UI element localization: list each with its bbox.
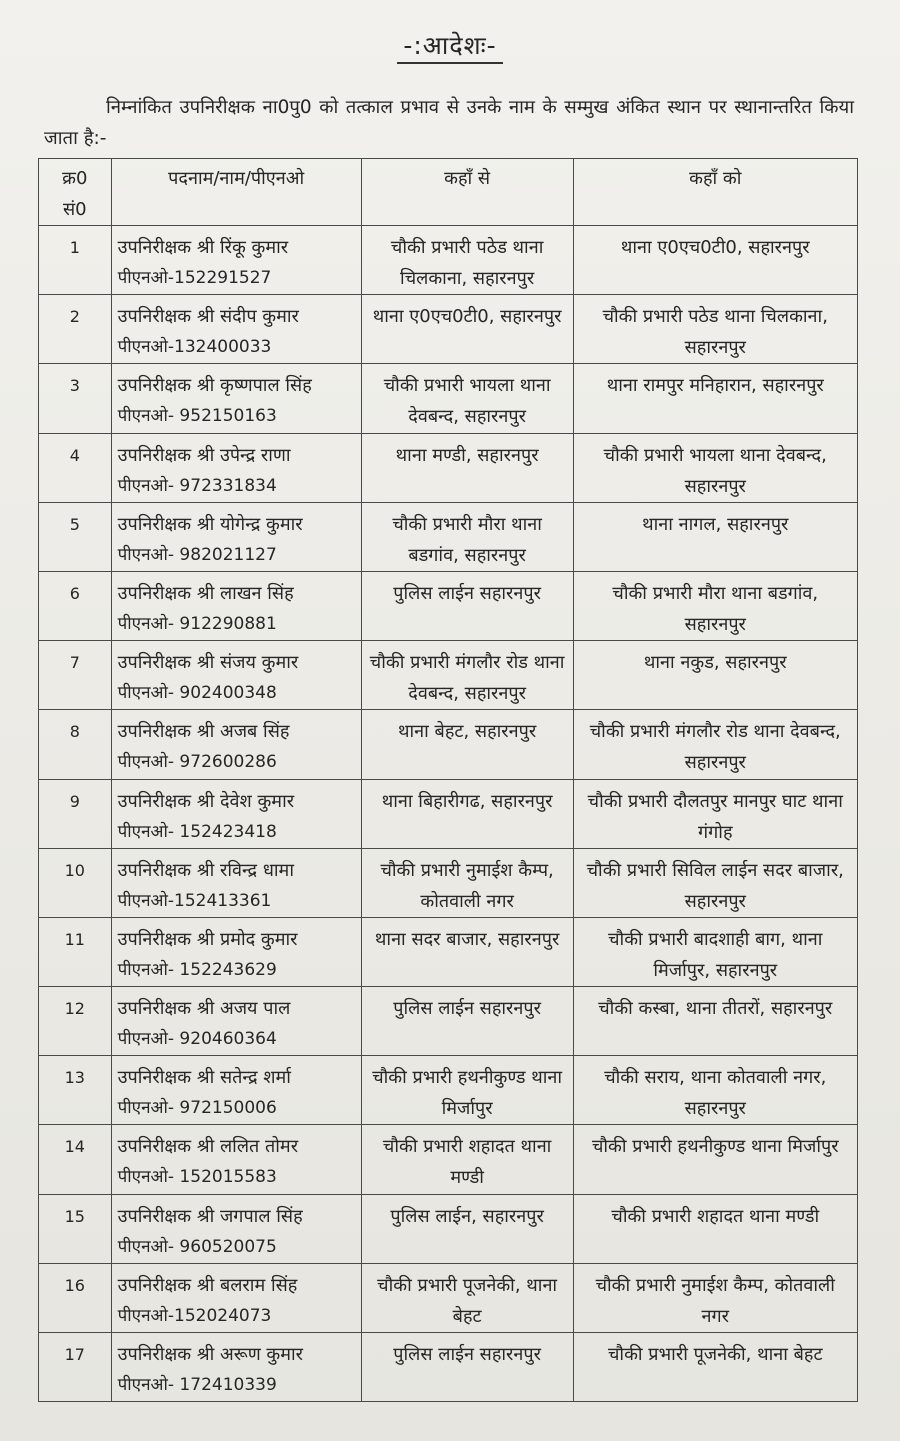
table-row (39, 1194, 858, 1263)
officer-cell (111, 1125, 361, 1194)
table-row (39, 848, 858, 917)
to-location-cell: चौकी प्रभारी दौलतपुर मानपुर घाट थाना गंगोह (573, 779, 857, 848)
table-row (39, 1263, 858, 1332)
officer-pno: पीएनओ-152413361 (117, 890, 272, 911)
officer-name: उपनिरीक्षक श्री अरूण कुमार (117, 1344, 304, 1365)
officer-name: उपनिरीक्षक श्री कृष्णपाल सिंह (117, 375, 312, 397)
to-location-cell: थाना नकुड, सहारनपुर (573, 641, 857, 710)
serial-number-cell: 2 (39, 295, 112, 364)
to-location-cell: थाना ए0एच0टी0, सहारनपुर (573, 226, 857, 295)
from-location-cell: थाना ए0एच0टी0, सहारनपुर (361, 295, 573, 364)
to-location-cell: चौकी प्रभारी मंगलौर रोड थाना देवबन्द, सहारनपुर (573, 710, 857, 779)
officer-cell (111, 1194, 361, 1263)
officer-name: उपनिरीक्षक श्री संजय कुमार (117, 652, 299, 674)
serial-number-cell: 5 (39, 502, 112, 571)
officer-pno: पीएनओ- 152243629 (117, 959, 277, 980)
officer-cell (111, 433, 361, 502)
from-location-cell: थाना बेहट, सहारनपुर (361, 710, 573, 779)
officer-pno: पीएनओ- 972331834 (117, 475, 277, 496)
officer-cell (111, 848, 361, 917)
officer-cell (111, 1263, 361, 1332)
table-body (39, 226, 858, 1402)
serial-number-cell: 16 (39, 1263, 112, 1332)
from-location-cell: चौकी प्रभारी पठेड थाना चिलकाना, सहारनपुर (361, 226, 573, 295)
officer-name: उपनिरीक्षक श्री संदीप कुमार (117, 306, 299, 328)
from-location-cell: थाना बिहारीगढ, सहारनपुर (361, 779, 573, 848)
officer-pno: पीएनओ-152024073 (117, 1305, 272, 1326)
serial-number-cell: 4 (39, 433, 112, 502)
officer-cell (111, 987, 361, 1056)
officer-name: उपनिरीक्षक श्री रिंकू कुमार (117, 237, 289, 258)
table-row (39, 226, 858, 295)
officer-cell (111, 917, 361, 986)
to-location-cell: चौकी प्रभारी मौरा थाना बडगांव, सहारनपुर (573, 571, 857, 640)
intro-paragraph: निम्नांकित उपनिरीक्षक ना0पु0 को तत्काल प्रभाव से उनके नाम के सम्मुख अंकित स्थान पर स्थानान्तरित किया जाता है:- (44, 97, 854, 149)
to-location-cell: चौकी प्रभारी पूजनेकी, थाना बेहट (573, 1333, 857, 1402)
officer-pno: पीएनओ- 912290881 (117, 613, 277, 634)
from-location-cell: चौकी प्रभारी शहादत थाना मण्डी (361, 1125, 573, 1194)
officer-cell (111, 1056, 361, 1125)
to-location-cell: चौकी कस्बा, थाना तीतरों, सहारनपुर (573, 987, 857, 1056)
officer-pno: पीएनओ-152291527 (117, 268, 272, 288)
to-location-cell: चौकी प्रभारी बादशाही बाग, थाना मिर्जापुर, सहारनपुर (573, 917, 857, 986)
table-row (39, 710, 858, 779)
from-location-cell: थाना सदर बाजार, सहारनपुर (361, 917, 573, 986)
header-from: कहाँ से (361, 159, 573, 226)
serial-number-cell: 17 (39, 1333, 112, 1402)
officer-pno: पीएनओ- 960520075 (117, 1236, 277, 1257)
to-location-cell: चौकी प्रभारी सिविल लाईन सदर बाजार, सहारनपुर (573, 848, 857, 917)
serial-number-cell: 10 (39, 848, 112, 917)
to-location-cell: थाना रामपुर मनिहारान, सहारनपुर (573, 364, 857, 433)
officer-name: उपनिरीक्षक श्री रविन्द्र धामा (117, 859, 294, 881)
serial-number-cell: 1 (39, 226, 112, 295)
officer-cell (111, 502, 361, 571)
serial-number-cell: 12 (39, 987, 112, 1056)
header-serial-number (39, 159, 112, 226)
officer-pno: पीएनओ- 920460364 (117, 1029, 277, 1050)
header-serial-line1: क्र0 (62, 168, 88, 189)
table-row (39, 433, 858, 502)
to-location-cell: चौकी सराय, थाना कोतवाली नगर, सहारनपुर (573, 1056, 857, 1125)
officer-cell (111, 295, 361, 364)
officer-cell (111, 226, 361, 295)
officer-cell (111, 1333, 361, 1402)
to-location-cell: थाना नागल, सहारनपुर (573, 502, 857, 571)
from-location-cell: पुलिस लाईन सहारनपुर (361, 1333, 573, 1402)
table-row (39, 1333, 858, 1402)
from-location-cell: चौकी प्रभारी मंगलौर रोड थाना देवबन्द, सहारनपुर (361, 641, 573, 710)
serial-number-cell: 14 (39, 1125, 112, 1194)
officer-cell (111, 364, 361, 433)
officer-name: उपनिरीक्षक श्री अजय पाल (117, 998, 291, 1020)
transfer-table (38, 158, 858, 1402)
officer-name: उपनिरीक्षक श्री सतेन्द्र शर्मा (117, 1067, 291, 1089)
table-row (39, 295, 858, 364)
officer-name: उपनिरीक्षक श्री अजब सिंह (117, 721, 290, 743)
table-row (39, 641, 858, 710)
officer-name: उपनिरीक्षक श्री उपेन्द्र राणा (117, 444, 291, 466)
order-heading-text: -:आदेशः- (397, 31, 502, 64)
officer-name: उपनिरीक्षक श्री प्रमोद कुमार (117, 928, 298, 950)
officer-cell (111, 779, 361, 848)
from-location-cell: चौकी प्रभारी भायला थाना देवबन्द, सहारनपुर (361, 364, 573, 433)
from-location-cell: चौकी प्रभारी नुमाईश कैम्प, कोतवाली नगर (361, 848, 573, 917)
from-location-cell: पुलिस लाईन सहारनपुर (361, 571, 573, 640)
to-location-cell: चौकी प्रभारी पठेड थाना चिलकाना, सहारनपुर (573, 295, 857, 364)
officer-name: उपनिरीक्षक श्री योगेन्द्र कुमार (117, 513, 303, 535)
table-row (39, 779, 858, 848)
officer-pno: पीएनओ- 902400348 (117, 683, 277, 704)
officer-cell (111, 571, 361, 640)
from-location-cell: चौकी प्रभारी पूजनेकी, थाना बेहट (361, 1263, 573, 1332)
officer-name: उपनिरीक्षक श्री ललित तोमर (117, 1136, 299, 1158)
officer-pno: पीएनओ- 982021127 (117, 544, 277, 565)
officer-pno: पीएनओ- 172410339 (117, 1375, 277, 1395)
table-row (39, 571, 858, 640)
officer-pno: पीएनओ- 952150163 (117, 406, 277, 427)
serial-number-cell: 11 (39, 917, 112, 986)
officer-name: उपनिरीक्षक श्री देवेश कुमार (117, 790, 295, 812)
to-location-cell: चौकी प्रभारी हथनीकुण्ड थाना मिर्जापुर (573, 1125, 857, 1194)
officer-pno: पीएनओ- 152423418 (117, 821, 277, 842)
from-location-cell: पुलिस लाईन, सहारनपुर (361, 1194, 573, 1263)
serial-number-cell: 13 (39, 1056, 112, 1125)
serial-number-cell: 9 (39, 779, 112, 848)
officer-name: उपनिरीक्षक श्री जगपाल सिंह (117, 1205, 303, 1227)
serial-number-cell: 7 (39, 641, 112, 710)
table-row (39, 917, 858, 986)
from-location-cell: थाना मण्डी, सहारनपुर (361, 433, 573, 502)
to-location-cell: चौकी प्रभारी शहादत थाना मण्डी (573, 1194, 857, 1263)
officer-pno: पीएनओ-132400033 (117, 337, 272, 358)
serial-number-cell: 3 (39, 364, 112, 433)
officer-pno: पीएनओ- 972600286 (117, 752, 277, 773)
serial-number-cell: 6 (39, 571, 112, 640)
to-location-cell: चौकी प्रभारी भायला थाना देवबन्द, सहारनपुर (573, 433, 857, 502)
officer-cell (111, 641, 361, 710)
table-row (39, 1056, 858, 1125)
officer-pno: पीएनओ- 152015583 (117, 1167, 277, 1188)
order-heading (0, 28, 900, 62)
table-row (39, 502, 858, 571)
header-to: कहाँ को (573, 159, 857, 226)
header-serial-line2: सं0 (62, 199, 87, 220)
from-location-cell: चौकी प्रभारी हथनीकुण्ड थाना मिर्जापुर (361, 1056, 573, 1125)
table-row (39, 1125, 858, 1194)
officer-name: उपनिरीक्षक श्री लाखन सिंह (117, 582, 294, 604)
to-location-cell: चौकी प्रभारी नुमाईश कैम्प, कोतवाली नगर (573, 1263, 857, 1332)
table-row (39, 987, 858, 1056)
from-location-cell: चौकी प्रभारी मौरा थाना बडगांव, सहारनपुर (361, 502, 573, 571)
officer-pno: पीएनओ- 972150006 (117, 1098, 277, 1119)
officer-name: उपनिरीक्षक श्री बलराम सिंह (117, 1274, 298, 1296)
header-name: पदनाम/नाम/पीएनओ (111, 159, 361, 226)
table-header-row (39, 159, 858, 226)
officer-cell (111, 710, 361, 779)
serial-number-cell: 8 (39, 710, 112, 779)
from-location-cell: पुलिस लाईन सहारनपुर (361, 987, 573, 1056)
serial-number-cell: 15 (39, 1194, 112, 1263)
table-row (39, 364, 858, 433)
